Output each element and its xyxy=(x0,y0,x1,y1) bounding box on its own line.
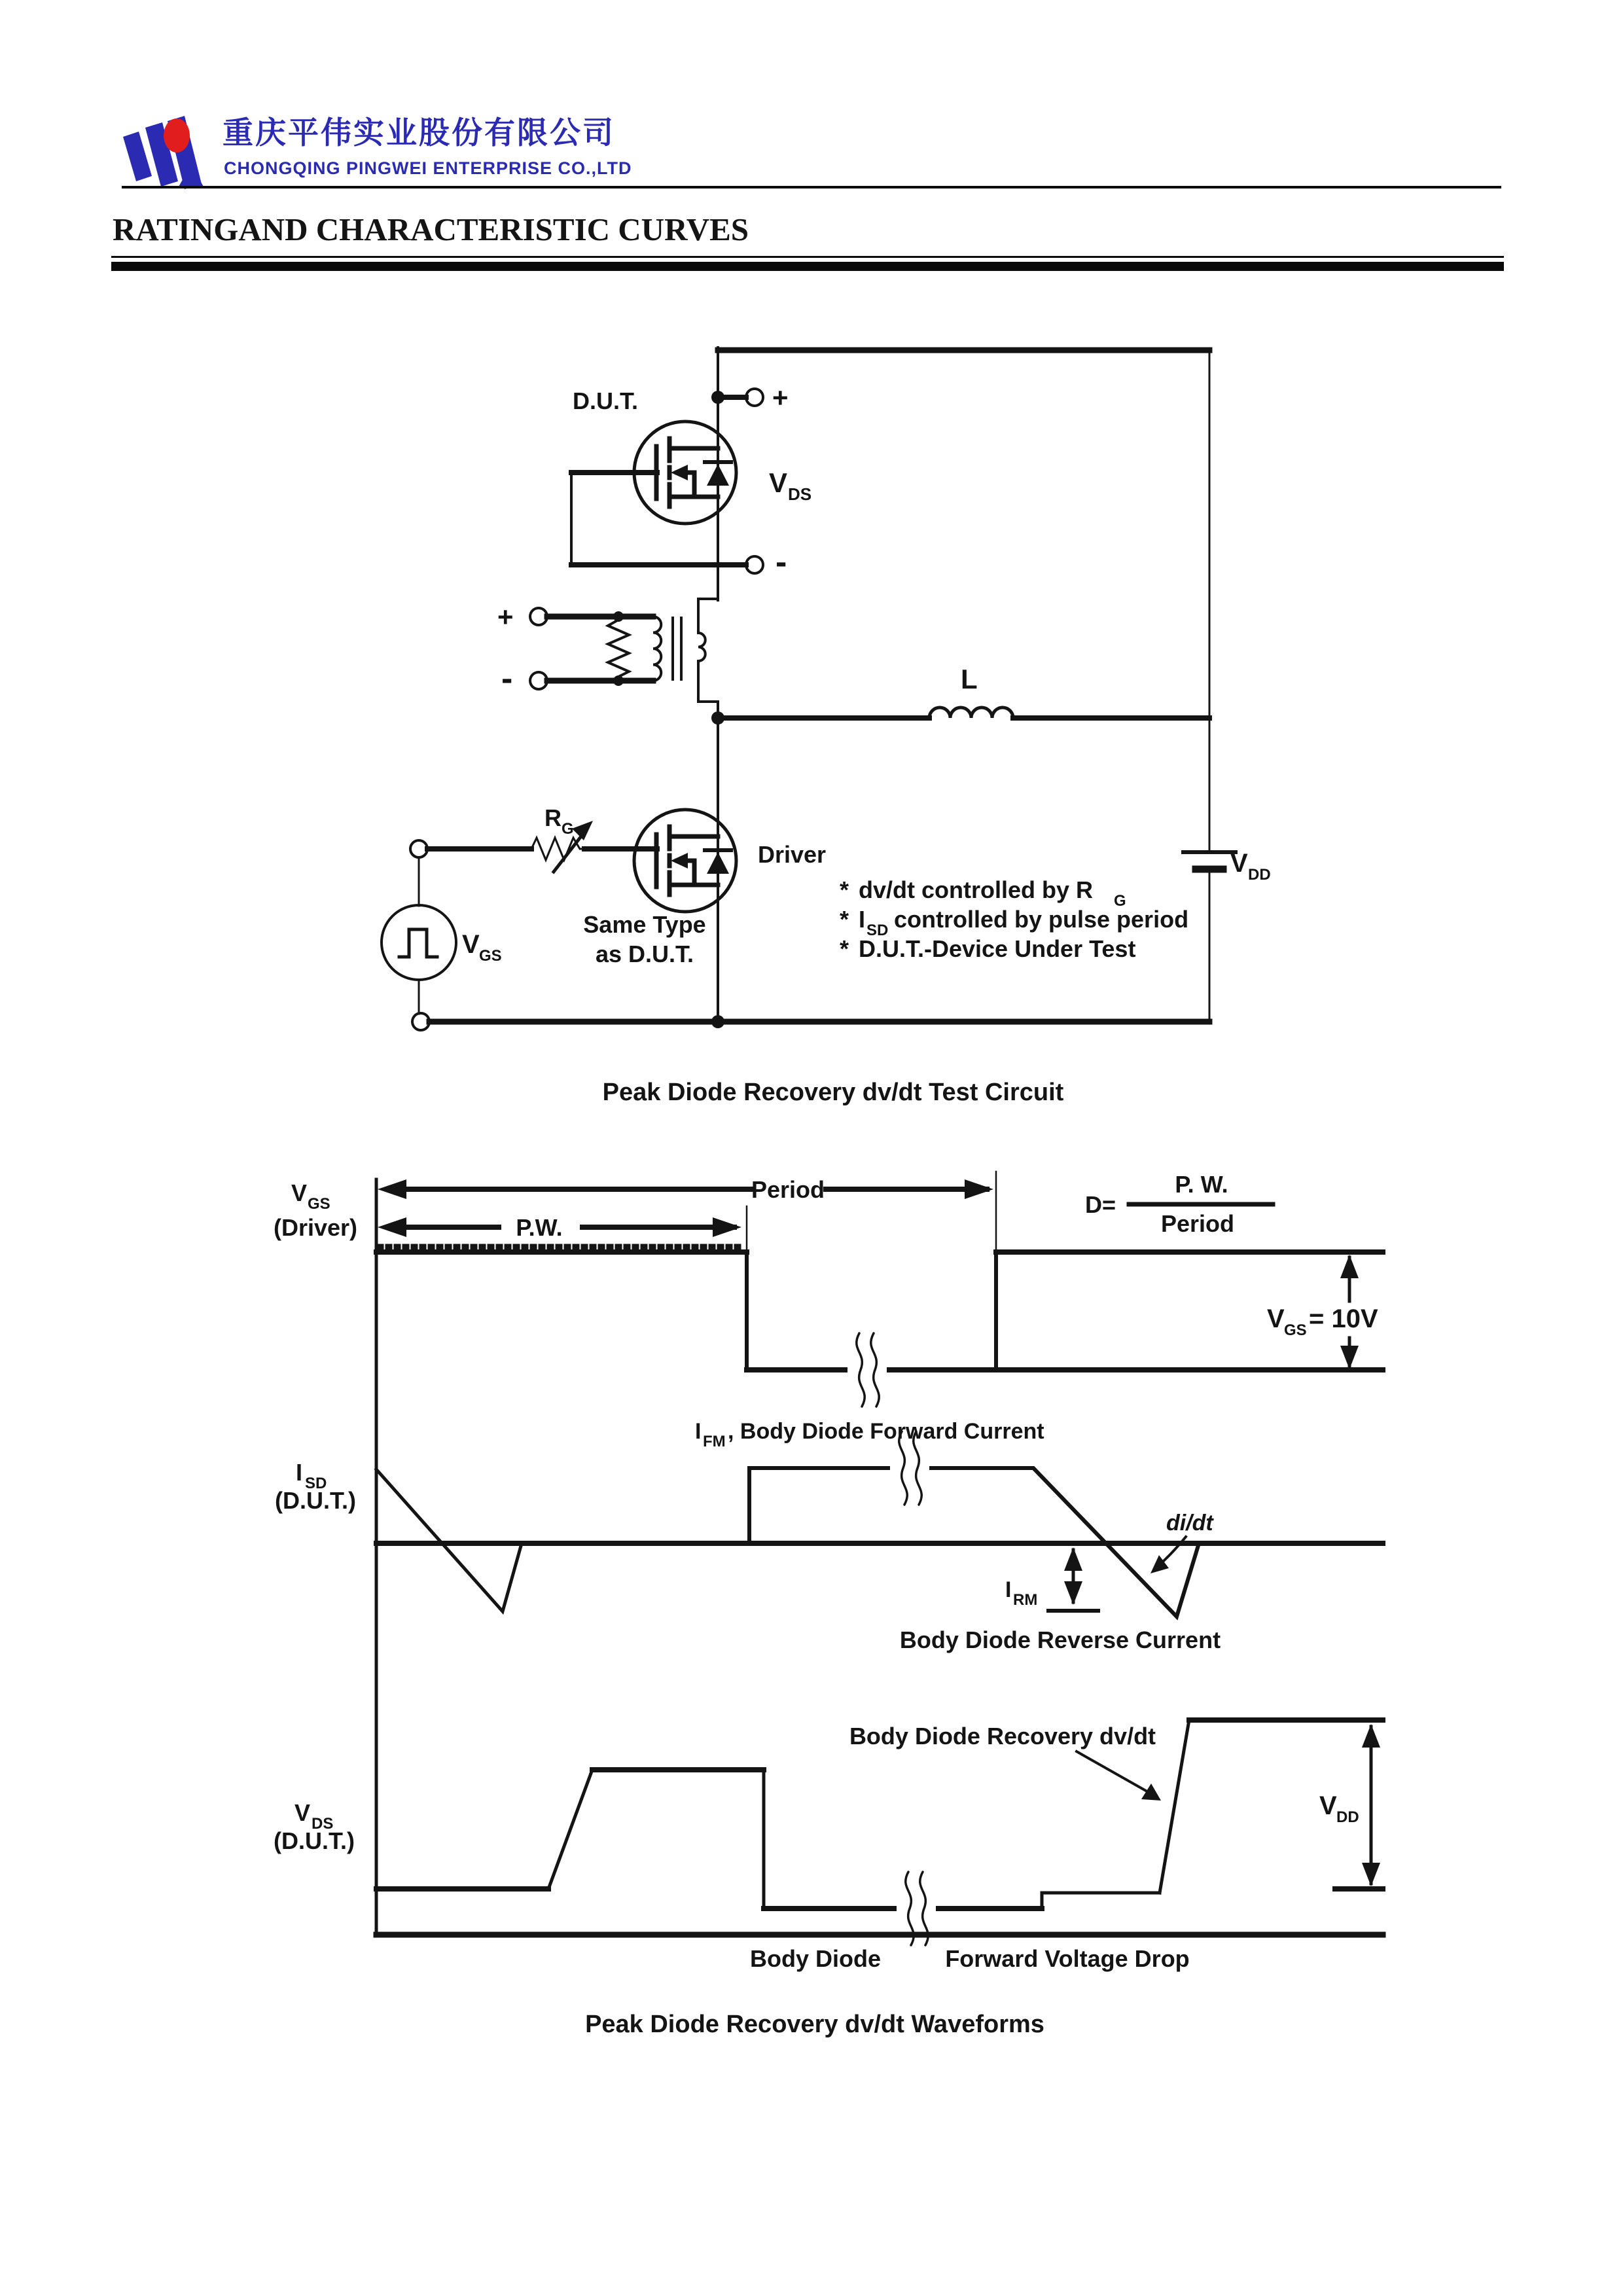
pw-label: P.W. xyxy=(516,1214,563,1241)
driver-label: Driver xyxy=(758,841,827,868)
duty-numerator: P. W. xyxy=(1175,1171,1228,1198)
note2-star: * xyxy=(840,906,849,933)
dut-label: D.U.T. xyxy=(573,387,639,414)
page-title: RATINGAND CHARACTERISTIC CURVES xyxy=(113,211,749,247)
vds-recovery-ramp xyxy=(1160,1720,1189,1893)
junction-dot xyxy=(711,1015,724,1028)
primary-coil xyxy=(653,617,661,681)
isd-axis-label: I xyxy=(296,1459,303,1486)
xfmr-minus-label: - xyxy=(501,660,513,698)
note1-subscript: G xyxy=(1114,892,1126,910)
vgs10-subscript: GS xyxy=(1284,1321,1307,1339)
waveform-diagram xyxy=(274,1171,1383,1972)
vds-axis-label: V xyxy=(294,1799,311,1826)
irm-label: I xyxy=(1005,1577,1012,1602)
reverse-current-label: Body Diode Reverse Current xyxy=(899,1626,1221,1653)
vds-step-up xyxy=(1042,1893,1160,1909)
vgs-axis-label: V xyxy=(291,1179,308,1206)
vgs-source-circle xyxy=(382,905,456,980)
didt-label: di/dt xyxy=(1166,1511,1213,1535)
ifm-caption-text: , Body Diode Forward Current xyxy=(728,1419,1044,1444)
same-type-line1: Same Type xyxy=(583,911,706,938)
isd-axis-paren: (D.U.T.) xyxy=(275,1487,356,1514)
vgs-axis-subscript: GS xyxy=(308,1195,330,1213)
vdd-battery-label: V xyxy=(1230,849,1248,878)
recovery-pointer-line xyxy=(1077,1751,1150,1793)
circuit-caption: Peak Diode Recovery dv/dt Test Circuit xyxy=(602,1079,1064,1106)
pulse-glyph xyxy=(399,929,437,957)
vds-axis-paren: (D.U.T.) xyxy=(274,1827,355,1854)
vds-axis-subscript: DS xyxy=(312,1815,334,1833)
secondary-bottom-jog xyxy=(698,661,718,718)
xfmr-plus-label: + xyxy=(497,601,514,632)
fwd-drop-label: Forward Voltage Drop xyxy=(945,1945,1190,1972)
recovery-pointer-arrowhead xyxy=(1141,1784,1161,1801)
irm-subscript: RM xyxy=(1013,1591,1038,1609)
waveform-caption: Peak Diode Recovery dv/dt Waveforms xyxy=(585,2011,1044,2038)
note2-base: I xyxy=(859,906,866,933)
recovery-label: Body Diode Recovery dv/dt xyxy=(849,1723,1156,1749)
junction-dot xyxy=(613,675,624,686)
driver-mosfet-symbol xyxy=(634,810,736,912)
vds-subscript: DS xyxy=(788,484,812,504)
note3-text: D.U.T.-Device Under Test xyxy=(859,935,1136,962)
vdd-arrowhead-down xyxy=(1362,1863,1380,1886)
vgs10-arrowhead-up xyxy=(1340,1255,1359,1278)
note2-text: controlled by pulse period xyxy=(894,906,1189,933)
pw-arrowhead-right xyxy=(713,1217,741,1237)
note3-star: * xyxy=(840,935,849,962)
note1-text: dv/dt controlled by R xyxy=(859,876,1094,903)
same-type-line2: as D.U.T. xyxy=(595,941,694,967)
minus-label: - xyxy=(776,543,787,581)
time-break-symbol xyxy=(847,1333,887,1407)
period-arrowhead-right xyxy=(965,1179,993,1199)
junction-dot xyxy=(613,611,624,622)
rg-arrowhead xyxy=(572,821,593,840)
irm-arrowhead-down xyxy=(1064,1581,1082,1605)
inductor-coil xyxy=(929,708,1013,718)
isd-axis-subscript: SD xyxy=(305,1475,327,1492)
isd-ramp-waveform xyxy=(376,1469,521,1611)
company-name-en: CHONGQING PINGWEI ENTERPRISE CO.,LTD xyxy=(224,158,632,178)
vdd-wf-label: V xyxy=(1319,1791,1337,1820)
vgs-source-subscript: GS xyxy=(479,947,502,965)
vdd-wf-subscript: DD xyxy=(1336,1808,1359,1826)
test-circuit xyxy=(382,348,1271,1030)
ifm-caption-base: I xyxy=(695,1419,702,1444)
body-diode-label: Body Diode xyxy=(749,1945,882,1972)
note2-subscript: SD xyxy=(866,922,889,939)
damping-resistor xyxy=(608,617,629,681)
vgs-axis-paren: (Driver) xyxy=(274,1214,358,1241)
vds-label: V xyxy=(769,467,788,498)
period-label: Period xyxy=(751,1176,825,1203)
duty-d-label: D= xyxy=(1085,1191,1116,1218)
inductor-label: L xyxy=(961,664,978,694)
ifm-caption-subscript: FM xyxy=(703,1433,726,1450)
secondary-top-jog xyxy=(698,599,718,633)
vds-rising-ramp xyxy=(548,1770,592,1889)
company-name-cn: 重庆平伟实业股份有限公司 xyxy=(223,115,615,150)
secondary-coil xyxy=(698,633,705,661)
rg-label: R xyxy=(544,804,562,831)
plus-label: + xyxy=(772,382,789,413)
vgs10-arrowhead-down xyxy=(1340,1346,1359,1369)
duty-denominator: Period xyxy=(1160,1210,1235,1237)
vgs10-value: = 10V xyxy=(1309,1304,1378,1333)
vgs-source-label: V xyxy=(462,930,480,959)
rg-subscript: G xyxy=(562,820,574,838)
vgs10-label: V xyxy=(1267,1304,1285,1333)
vdd-battery-subscript: DD xyxy=(1248,866,1271,884)
note1-star: * xyxy=(840,876,849,903)
